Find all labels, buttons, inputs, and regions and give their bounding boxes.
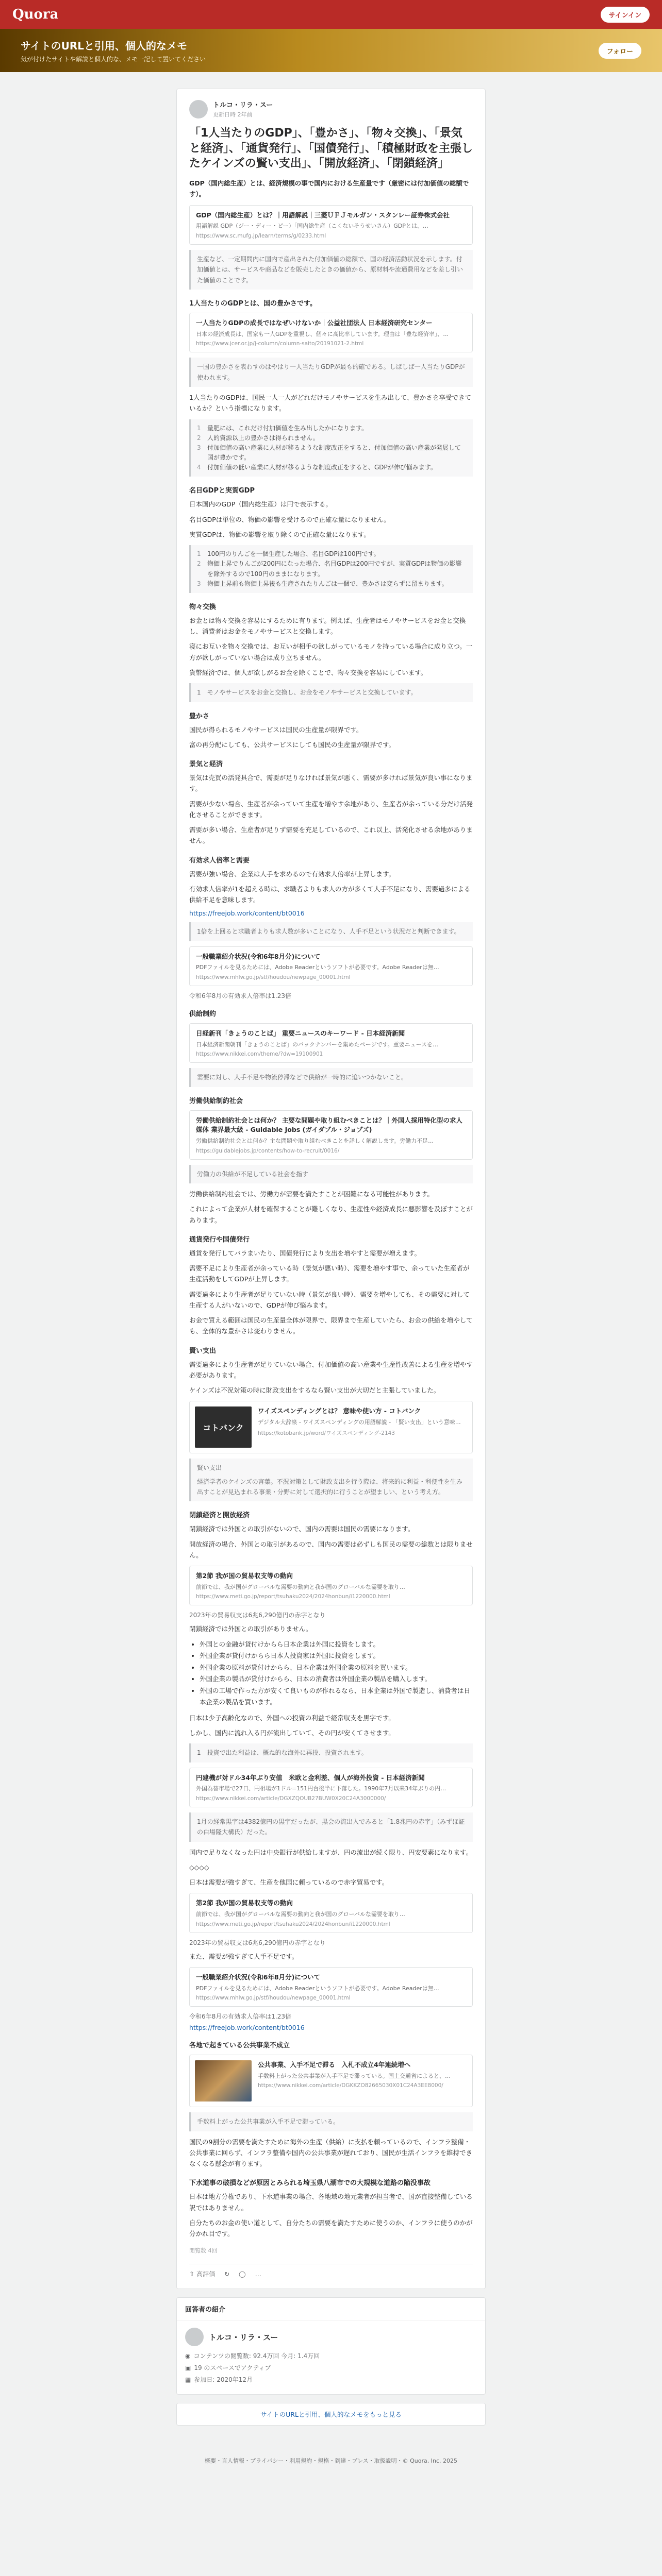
link-title: 円建機が対ドル34年ぶり安値 米欧と金利差、個人が海外投資 - 日本経済新聞	[196, 1773, 425, 1782]
note-text: 令和6年8月の有効求人倍率は1.23倍	[189, 2013, 291, 2021]
section-heading: 豊かさ	[189, 712, 210, 720]
paragraph: 寝にお互いを物々交換では、お互いが相手の欲しがっているモノを持っている場合に成り立つ。一方が欲しがっていない場合は成り立ちません。	[189, 642, 473, 662]
blockquote: 生産など、一定期間内に国内で産出された付加価値の総額で、国の経済活動状況を示します。付加価値とは、サービスや商品などを販売したときの価値から、原材料や流通費用などを差し引いた価値のことです。	[189, 250, 473, 290]
link-url: https://www.nikkei.com/article/DGXZQOUB27BUW0X20C24A3000000/	[196, 1795, 386, 1802]
blockquote: 賢い支出 経済学者のケインズの言葉。不況対策として財政支出を行う際は、将来的に利益・利便性を生み出すことが見込まれる事業・分野に対して選択的に行うことが望ましい、という考え方。	[189, 1459, 473, 1501]
list-item: 2 物価上昇でりんごが200円になった場合、名目GDPは200円ですが、実質GDPは物価の影響を除外するので100円のままになります。	[197, 560, 462, 578]
section-heading: 物々交換	[189, 603, 217, 611]
list-item: • 外国との金融が貸付けからら日本企業は外国に投資をします。	[200, 1639, 473, 1651]
more-button[interactable]	[255, 2270, 261, 2278]
comment-button[interactable]	[239, 2270, 245, 2278]
paragraph: 国民が得られるモノやサービスは国民の生産量が限界です。	[189, 725, 363, 734]
view-count: 閲覧数 4回	[189, 2247, 218, 2255]
paragraph: 需要不足により生産者が余っている時（景気が悪い時）、需要を増やす事で、余っていた生産者が生産活動をしてGDPが上昇します。	[189, 1264, 470, 1283]
section-heading: 通貨発行や国債発行	[189, 1235, 250, 1244]
section-heading: 供給制約	[189, 1010, 217, 1018]
paragraph: お金で買える範囲は国民の生産量全体が限界で、限界まで生産していたら、お金の供給を増やしても、全体的な豊かさは変わりません。	[189, 1316, 473, 1335]
paragraph: 日本は地方分権であり、下水道事業の場合、各地域の地元業者が担当者で、国が直接整備している訳ではありません。	[189, 2193, 473, 2212]
paragraph: ケインズは不況対策の時に財政支出をするなら賢い支出が大切だと主張していました。	[189, 1386, 440, 1395]
paragraph: 需要過多により生産者が足りていない時（景気が良い時）、需要を増やしても、その需要に対して生産する人がいないので、GDPが伸び悩みます。	[189, 1290, 470, 1309]
section-heading: 景気と経済	[189, 760, 223, 769]
about-views: ◉ コンテンツの閲覧数: 92.4万回 今月: 1.4万回	[185, 2352, 320, 2360]
link-title: 一般職業紹介状況(令和6年8月分)について	[196, 952, 321, 960]
link-preview-card[interactable]	[189, 1768, 473, 1807]
paragraph: 閉鎖経済では外国との取引がありません。	[189, 1625, 312, 1633]
paragraph: 日本国内のGDP（国内総生産）は円で表示する。	[189, 500, 332, 509]
paragraph: 日本は需要が強すぎて、生産を他国に頼っているので赤字貿易です。	[189, 1878, 389, 1887]
link-desc: PDFファイルを見るためには、Adobe Readerというソフトが必要です。Adobe Readerは無…	[196, 964, 439, 971]
link-title: ワイズスペンディングとは？ 意味や使い方 - コトバンク	[258, 1407, 421, 1415]
upvote-button[interactable]	[189, 2269, 215, 2278]
post-card	[176, 89, 486, 2289]
paragraph: 需要が少ない場合、生産者が余っていて生産を増やす余地があり、生産者が余っている分だけ活発化させることができます。	[189, 800, 473, 819]
list-item: • 外国企業が貸付けからら日本人投資家は外国に投資をします。	[200, 1650, 473, 1662]
avatar[interactable]	[189, 100, 208, 118]
blockquote: 1 モノやサービスをお金と交換し、お金をモノやサービスと交換しています。	[189, 683, 473, 702]
space-title[interactable]: サイトのURLと引用、個人的なメモ	[21, 40, 187, 52]
about-joined: ▦ 参加日: 2020年12月	[185, 2376, 253, 2384]
share-icon: ↻	[224, 2270, 230, 2278]
space-banner	[0, 29, 662, 72]
about-spaces: ▣ 19 のスペースでアクティブ	[185, 2364, 271, 2372]
paragraph: 需要が強い場合、企業は人手を求めるので有効求人倍率が上昇します。	[189, 870, 395, 878]
list-item: • 外国企業の製品が貸付けからら、日本の消費者は外国企業の製品を購入します。	[200, 1673, 473, 1685]
share-button[interactable]	[224, 2270, 229, 2278]
link-preview-card[interactable]	[189, 205, 473, 245]
paragraph: 日本は少子高齢化なので、外国への投資の利益で経常収支を黒字です。	[189, 1714, 395, 1722]
link-desc: デジタル大辞泉 - ワイズスペンディングの用語解説 - 「賢い支出」という意味…	[258, 1419, 461, 1426]
follow-button[interactable]: フォロー	[599, 43, 641, 59]
about-author-name[interactable]: トルコ・リラ・スー	[209, 2332, 278, 2342]
external-link[interactable]: https://freejob.work/content/bt0016	[189, 909, 305, 918]
link-preview-card[interactable]	[189, 1893, 473, 1933]
paragraph: 国民の9割分の需要を満たすために海外の生産（供給）に支払を頼っているので、インフラ整備・公共事業に回らず、インフラ整備や国内の公共事業が遅れており、国民が生活インフラを維持できなくなる懸念が有ります。	[189, 2138, 473, 2167]
separator-text: ◇◇◇◇	[189, 1863, 209, 1871]
link-preview-card[interactable]	[189, 1566, 473, 1605]
paragraph: 有効求人倍率が1を超える時は、求職者よりも求人の方が多くて人手不足になり、需要過多による供給不足を意味します。	[189, 885, 471, 904]
link-preview-card[interactable]	[189, 946, 473, 986]
footer-links[interactable]: 概要・言人情報・プライバシー・利用規約・規格・到達・プレス・取扱説明・© Quora, Inc. 2025	[204, 2458, 458, 2465]
section-heading: 名目GDPと実質GDP	[189, 487, 255, 495]
link-desc: 労働供給制約社会とは何か？主な問題や取り組むべきことを詳しく解説します。労働力不足…	[196, 1138, 434, 1145]
more-icon: …	[255, 2270, 261, 2278]
space-subtitle: 気が付けたサイトや解説と個人的な、メモ一記して置いてください	[21, 56, 206, 63]
link-preview-card[interactable]	[189, 2055, 473, 2107]
link-url: https://www.mhlw.go.jp/stf/houdou/newpage_00001.html	[196, 1995, 351, 2002]
paragraph: 需要過多により生産者が足りていない場合、付加価値の高い産業や生産性改善による生産を増やす必要があります。	[189, 1360, 473, 1379]
link-desc: 日本の経済成長は、国家も一人GDPを重視し、個々に高比率しています。理由は「豊な経済率」、…	[196, 330, 449, 337]
blockquote: 1月の経常黒字は4382億円の黒字だったが、黒会の流出入でみると「1.8兆円の赤字」（みずほ証の白場隆大構氏）だった。	[189, 1812, 473, 1842]
link-title: 公共事業、入手不足で滞る 入札不成立4年連続増へ	[258, 2061, 411, 2069]
section-heading: 閉鎖経済と開放経済	[189, 1512, 250, 1520]
action-bar	[189, 2264, 473, 2278]
link-desc: PDFファイルを見るためには、Adobe Readerというソフトが必要です。Adobe Readerは無…	[196, 1985, 439, 1992]
link-desc: 用語解説 GDP（ジー・ディー・ピー）「国内総生産（こくないそうせいさん）GDPとは、…	[196, 223, 428, 230]
section-heading: 下水道事の破損などが原因とみられる埼玉県八潮市での大規模な道路の陥没事故	[189, 2179, 431, 2188]
author-name[interactable]: トルコ・リラ・スー	[213, 101, 273, 109]
note-text: 2023年の貿易収支は6兆6,290億円の赤字となり	[189, 1939, 326, 1946]
paragraph: 貨幣経済では、個人が欲しがるお金を除くことで、物々交換を容易にしています。	[189, 668, 427, 676]
post-author	[189, 99, 473, 118]
paragraph: また、需要が強すぎて人手不足です。	[189, 1952, 299, 1960]
link-url: https://www.meti.go.jp/report/tsuhaku2024/2024honbun/i1220000.html	[196, 1921, 390, 1927]
link-url: https://www.sc.mufg.jp/learn/terms/g/0233.html	[196, 232, 326, 239]
section-heading: 賢い支出	[189, 1347, 217, 1355]
link-preview-card[interactable]	[189, 1967, 473, 2007]
top-bar	[0, 0, 662, 29]
paragraph: 通貨を発行してバラまいたり、国債発行により支出を増やすと需要が増えます。	[189, 1249, 421, 1257]
paragraph: 労働供給制約社会では、労働力が需要を満たすことが困難になる可能性があります。	[189, 1190, 434, 1198]
link-title: 日経新刊「きょうのことば」 重要ニュースのキーワード - 日本経済新聞	[196, 1029, 405, 1037]
paragraph: 1人当たりのGDPは、国民一人一人がどれだけモノやサービスを生み出して、豊かさを享受できているか？という指標になります。	[189, 394, 471, 413]
note-text: 令和6年8月の有効求人倍率は1.23倍	[189, 992, 291, 999]
paragraph: 需要が多い場合、生産者が足りず需要を充足しているので、これ以上、活発化させる余地がありません。	[189, 826, 473, 845]
link-preview-card[interactable]	[189, 1023, 473, 1063]
paragraph: 開放経済の場合、外国との取引があるので、国内の需要は必ずしも国民の需要の総数とは限りません。	[189, 1540, 473, 1559]
note-text: 2023年の貿易収支は6兆6,290億円の赤字となり	[189, 1612, 326, 1619]
link-preview-card[interactable]	[189, 313, 473, 352]
link-preview-card[interactable]	[189, 1110, 473, 1160]
section-heading: 1人当たりのGDPとは、国の豊かさです。	[189, 299, 317, 308]
paragraph: 実質GDPは、物価の影響を取り除くので正確な量になります。	[189, 530, 370, 538]
list-item: 3 物価上昇前も物価上昇後も生産されたりんごは一個で、豊かさは変らずに留まります。	[197, 580, 448, 587]
comment-icon: ◯	[239, 2270, 246, 2278]
link-url: https://www.nikkei.com/theme/?dw=19100901	[196, 1051, 323, 1058]
author-about-card	[176, 2297, 486, 2395]
section-heading: 労働供給制約社会	[189, 1097, 243, 1105]
section-heading: 各地で起きている公共事業不成立	[189, 2042, 290, 2050]
paragraph: 名目GDPは単位の、物価の影響を受けるので正確な量になりません。	[189, 515, 390, 523]
spaces-icon: ▣	[185, 2364, 191, 2371]
list-item: • 外国企業の原料が貸付けからら、日本企業は外国企業の原料を買います。	[200, 1662, 473, 1674]
blockquote: 1倍を上回ると求職者よりも求人数が多いことになり、人手不足という状況だと判断できます。	[189, 922, 473, 941]
blockquote: 労働力の供給が不足している社会を指す	[189, 1165, 473, 1183]
paragraph: しかし、国内に流れ入る円が流出していて、その円が安くてさせます。	[189, 1728, 395, 1737]
upvote-icon: ⇧	[189, 2270, 195, 2278]
link-desc: 前節では、我が国がグローバルな需要の動向と我が国のグローバルな需要を取り…	[196, 1583, 405, 1590]
link-url: https://www.jcer.or.jp/j-column/column-saito/20191021-2.html	[196, 341, 364, 347]
link-title: 労働供給制約社会とは何か？ 主要な問題や取り組むべきことは？｜外国人採用特化型の求人媒体 業界最大級 - Guidable Jobs (ガイダブル・ジョブズ)	[196, 1116, 462, 1134]
list-item: 2 人的資源以上の豊かさは得られません。	[197, 434, 319, 442]
kotobank-thumbnail: コトバンク	[195, 1406, 252, 1448]
link-url: https://www.mhlw.go.jp/stf/houdou/newpage_00001.html	[196, 974, 351, 980]
link-title: 第2節 我が国の貿易収支等の動向	[196, 1899, 293, 1907]
link-url: https://www.meti.go.jp/report/tsuhaku2024/2024honbun/i1220000.html	[196, 1594, 390, 1600]
external-link[interactable]: https://freejob.work/content/bt0016	[189, 2024, 305, 2032]
blockquote: 手数料上がった公共事業が入手不足で滞っている。	[189, 2112, 473, 2131]
link-title: GDP（国内総生産）とは？｜用語解説｜三菱ＵＦＪモルガン・スタンレー証券株式会社	[196, 211, 450, 219]
list-item: 1 100円のりんごを一個生産した場合、名目GDPは100円です。	[197, 550, 380, 558]
link-desc: 日本経済新聞朝刊「きょうのことば」のバックナンバーを集めたページです。重要ニュースを…	[196, 1041, 439, 1048]
about-heading: 回答者の紹介	[177, 2298, 485, 2320]
post-title: 「1人当たりのGDP」、「豊かさ」、「物々交換」、「景気と経済」、「通貨発行」、「国債発行」、「積極財政を主張したケインズの賢い支出」、「開放経済」、「閉鎖経済」	[189, 127, 473, 171]
article-thumbnail	[195, 2060, 252, 2102]
more-from-space-link[interactable]: サイトのURLと引用、個人的なメモをもっと見る	[176, 2403, 486, 2426]
link-preview-card[interactable]	[189, 1401, 473, 1453]
paragraph: 国内で足りなくなった円は中央銀行が供給しますが、円の流出が続く限り、円安要素になります。	[189, 1848, 473, 1856]
link-desc: 手数料上がった公共事業が入手不足で滞っている。国土交通省によると、…	[258, 2072, 451, 2079]
numbered-list	[189, 419, 473, 477]
paragraph: 景気は売買の活発具合で、需要が足りなければ景気が悪く、需要が多ければ景気が良い事になります。	[189, 774, 473, 793]
link-desc: 前節では、我が国がグローバルな需要の動向と我が国のグローバルな需要を取り…	[196, 1911, 405, 1918]
signin-button[interactable]: サインイン	[601, 7, 650, 23]
list-item: • 外国の工場で作った方が安くて良いものが作れるなら、日本企業は外国で製造し、消費者は日本企業の製品を買います。	[200, 1685, 473, 1708]
upvote-label: 高評価	[196, 2270, 216, 2278]
section-heading: 有効求人倍率と需要	[189, 856, 250, 865]
post-date[interactable]: 更新日時 2年前	[213, 111, 253, 118]
blockquote: 一国の豊かさを表わすのはやはり一人当たりGDPが最も的確である。しばしば一人当たりGDPが使われます。	[189, 358, 473, 387]
list-item: 3 付加価値の高い産業に人材が移るような制度改正をすると、付加価値の高い産業が発展して国が豊かです。	[197, 444, 461, 462]
avatar[interactable]	[185, 2328, 204, 2346]
bullet-list	[200, 1639, 473, 1708]
paragraph: これによって企業が人材を確保することが難しくなり、生産性や経済成長に悪影響を及ぼすことがあります。	[189, 1205, 473, 1224]
paragraph: GDP（国内総生産）とは、経済規模の事で国内における生産量です（厳密には付加価値の総額です）。	[189, 179, 469, 198]
about-author[interactable]	[185, 2328, 477, 2346]
link-url: https://kotobank.jp/word/ワイズスペンディング-2143	[258, 1430, 395, 1436]
link-desc: 外国為替市場で27日、円相場が1ドル=151円台後半に下落した。1990年7月以来34年ぶりの円…	[196, 1785, 446, 1792]
blockquote: 1 投資で出た利益は、概ね的な海外に再投、投資されます。	[189, 1743, 473, 1762]
paragraph: 富の再分配にしても、公共サービスにしても国民の生産量が限界です。	[189, 740, 395, 749]
calendar-icon: ▦	[185, 2376, 191, 2383]
link-title: 一般職業紹介状況(令和6年8月分)について	[196, 1973, 321, 1981]
paragraph: お金とは物々交換を容易にするために有ります。例えば、生産者はモノやサービスをお金と交換し、消費者はお金をモノやサービスと交換します。	[189, 616, 466, 636]
quora-logo[interactable]: Quora	[12, 7, 59, 22]
list-item: 1 量肥には、これだけ付加価値を生み出したかになります。	[197, 424, 368, 432]
eye-icon: ◉	[185, 2352, 191, 2360]
link-title: 第2節 我が国の貿易収支等の動向	[196, 1572, 293, 1580]
paragraph: 自分たちのお金の使い道として、自分たちの需要を満たすために使うのか、インフラに使うのかが分かれ目です。	[189, 2218, 473, 2238]
list-item: 4 付加価値の低い産業に人材が移るような制度改正をすると、GDPが伸び悩みます。	[197, 464, 437, 471]
numbered-list	[189, 545, 473, 593]
link-url: https://guidablejobs.jp/contents/how-to-recruit/0016/	[196, 1147, 340, 1154]
link-title: 一人当たりGDPの成長ではなぜいけないか｜公益社団法人 日本経済研究センター	[196, 318, 433, 327]
paragraph: 閉鎖経済では外国との取引がないので、国内の需要は国民の需要になります。	[189, 1525, 415, 1533]
link-url: https://www.nikkei.com/article/DGKKZO82665030X01C24A3EE8000/	[258, 2082, 443, 2089]
blockquote: 需要に対し、人手不足や物流停滞などで供給が一時的に追いつかないこと。	[189, 1068, 473, 1087]
